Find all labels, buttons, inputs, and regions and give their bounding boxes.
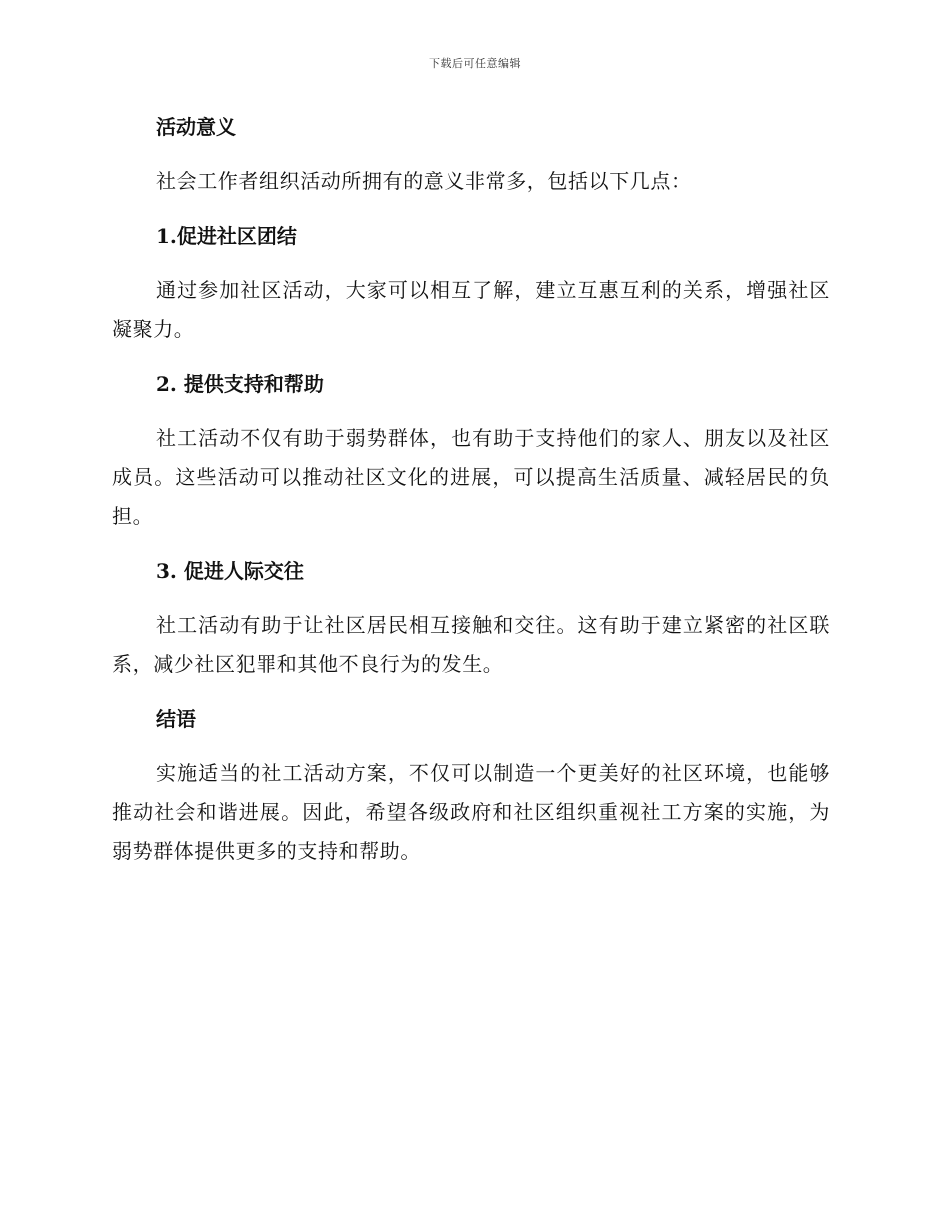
paragraph-3: 社工活动有助于让社区居民相互接触和交往。这有助于建立紧密的社区联系，减少社区犯罪和其他不良行为的发生。: [112, 613, 830, 676]
section-heading-3: 3. 促进人际交往: [156, 559, 304, 583]
section-heading-conclusion: 结语: [156, 707, 196, 731]
section-heading-2: 2. 提供支持和帮助: [156, 372, 324, 396]
section-heading-significance: 活动意义: [156, 115, 236, 139]
section-heading-1: 1.促进社区团结: [156, 224, 297, 248]
paragraph-2: 社工活动不仅有助于弱势群体，也有助于支持他们的家人、朋友以及社区成员。这些活动可以推动社区文化的进展，可以提高生活质量、减轻居民的负担。: [112, 426, 830, 528]
page-header: 下载后可任意编辑: [429, 57, 521, 70]
paragraph-1: 通过参加社区活动，大家可以相互了解，建立互惠互利的关系，增强社区凝聚力。: [112, 278, 830, 341]
paragraph-intro: 社会工作者组织活动所拥有的意义非常多，包括以下几点：: [156, 169, 692, 193]
document-body: [112, 108, 830, 871]
paragraph-conclusion: 实施适当的社工活动方案，不仅可以制造一个更美好的社区环境，也能够推动社会和谐进展。因此，希望各级政府和社区组织重视社工方案的实施，为弱势群体提供更多的支持和帮助。: [112, 761, 830, 863]
